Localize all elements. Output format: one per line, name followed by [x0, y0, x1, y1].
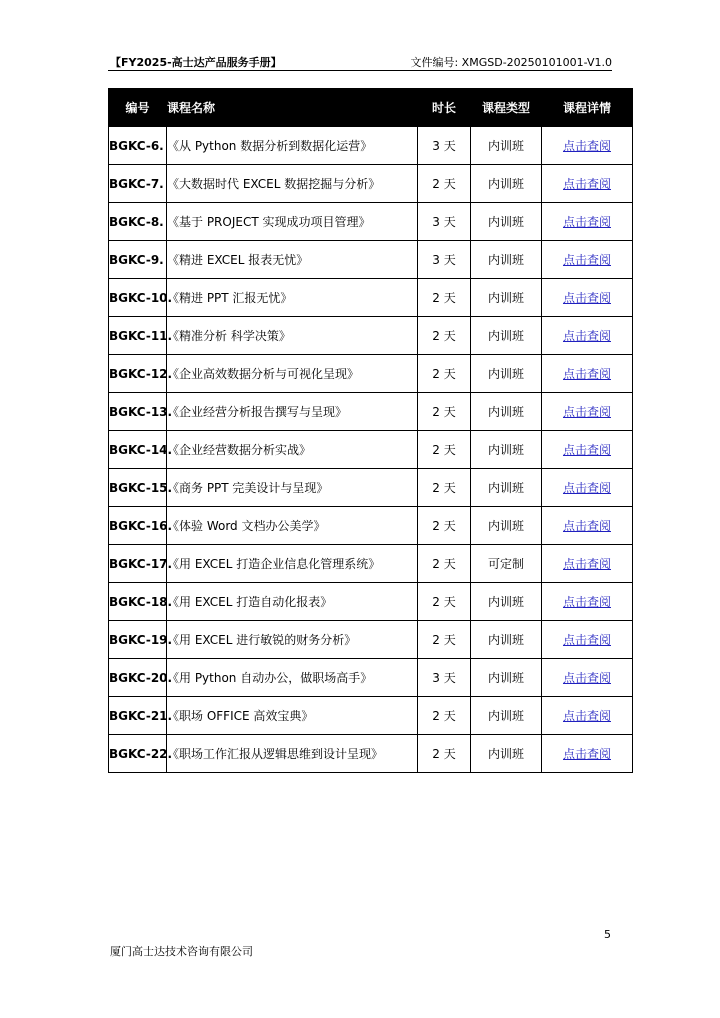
course-type: 内训班	[471, 355, 542, 393]
page-number: 5	[604, 928, 611, 941]
course-details-cell	[542, 165, 633, 203]
column-header-details: 课程详情	[542, 89, 633, 127]
course-id: BGKC-20.	[109, 659, 167, 697]
course-name: 《职场 OFFICE 高效宝典》	[167, 697, 418, 735]
course-type: 内训班	[471, 431, 542, 469]
table-row	[109, 583, 633, 621]
course-details-link[interactable]: 点击查阅	[562, 367, 611, 381]
course-name: 《用 EXCEL 打造企业信息化管理系统》	[167, 545, 418, 583]
course-name: 《企业高效数据分析与可视化呈现》	[167, 355, 418, 393]
course-type: 内训班	[471, 621, 542, 659]
table-row	[109, 697, 633, 735]
course-details-link[interactable]: 点击查阅	[562, 405, 611, 419]
course-type: 内训班	[471, 697, 542, 735]
table-row	[109, 241, 633, 279]
column-header-type: 课程类型	[471, 89, 542, 127]
course-details-link[interactable]: 点击查阅	[562, 747, 611, 761]
course-details-cell	[542, 583, 633, 621]
course-type: 内训班	[471, 317, 542, 355]
course-type: 可定制	[471, 545, 542, 583]
course-details-link[interactable]: 点击查阅	[562, 443, 611, 457]
course-id: BGKC-21.	[109, 697, 167, 735]
column-header-name: 课程名称	[167, 89, 418, 127]
course-duration: 3 天	[418, 241, 471, 279]
course-type: 内训班	[471, 659, 542, 697]
course-type: 内训班	[471, 735, 542, 773]
table-row	[109, 165, 633, 203]
table-row	[109, 659, 633, 697]
table-row	[109, 545, 633, 583]
course-duration: 2 天	[418, 469, 471, 507]
course-duration: 2 天	[418, 431, 471, 469]
course-details-cell	[542, 507, 633, 545]
course-id: BGKC-9.	[109, 241, 167, 279]
document-header-title: 【FY2025-高士达产品服务手册】	[110, 56, 282, 69]
course-duration: 2 天	[418, 355, 471, 393]
course-details-link[interactable]: 点击查阅	[562, 139, 611, 153]
course-details-link[interactable]: 点击查阅	[562, 709, 611, 723]
course-type: 内训班	[471, 203, 542, 241]
course-name: 《体验 Word 文档办公美学》	[167, 507, 418, 545]
course-id: BGKC-13.	[109, 393, 167, 431]
course-details-link[interactable]: 点击查阅	[562, 481, 611, 495]
footer-company-name: 厦门高士达技术咨询有限公司	[110, 945, 253, 958]
course-details-cell	[542, 735, 633, 773]
course-details-link[interactable]: 点击查阅	[562, 519, 611, 533]
course-id: BGKC-14.	[109, 431, 167, 469]
course-id: BGKC-19.	[109, 621, 167, 659]
course-type: 内训班	[471, 507, 542, 545]
course-details-link[interactable]: 点击查阅	[562, 671, 611, 685]
course-id: BGKC-7.	[109, 165, 167, 203]
course-name: 《用 EXCEL 进行敏锐的财务分析》	[167, 621, 418, 659]
table-row	[109, 279, 633, 317]
course-type: 内训班	[471, 165, 542, 203]
course-duration: 2 天	[418, 393, 471, 431]
course-name: 《大数据时代 EXCEL 数据挖掘与分析》	[167, 165, 418, 203]
course-details-link[interactable]: 点击查阅	[562, 253, 611, 267]
course-details-link[interactable]: 点击查阅	[562, 177, 611, 191]
table-header-row	[109, 89, 633, 127]
course-name: 《企业经营分析报告撰写与呈现》	[167, 393, 418, 431]
course-details-cell	[542, 241, 633, 279]
course-type: 内训班	[471, 241, 542, 279]
course-type: 内训班	[471, 583, 542, 621]
course-details-cell	[542, 469, 633, 507]
course-details-cell	[542, 393, 633, 431]
course-name: 《商务 PPT 完美设计与呈现》	[167, 469, 418, 507]
course-details-link[interactable]: 点击查阅	[562, 215, 611, 229]
table-row	[109, 431, 633, 469]
course-duration: 2 天	[418, 735, 471, 773]
course-name: 《精进 PPT 汇报无忧》	[167, 279, 418, 317]
course-id: BGKC-11.	[109, 317, 167, 355]
course-details-link[interactable]: 点击查阅	[562, 633, 611, 647]
course-id: BGKC-6.	[109, 127, 167, 165]
course-type: 内训班	[471, 393, 542, 431]
course-details-cell	[542, 203, 633, 241]
course-details-cell	[542, 545, 633, 583]
course-name: 《企业经营数据分析实战》	[167, 431, 418, 469]
course-details-cell	[542, 355, 633, 393]
table-row	[109, 127, 633, 165]
course-duration: 2 天	[418, 279, 471, 317]
table-row	[109, 393, 633, 431]
course-details-cell	[542, 431, 633, 469]
course-id: BGKC-12.	[109, 355, 167, 393]
course-table	[108, 88, 633, 773]
course-duration: 2 天	[418, 545, 471, 583]
course-name: 《精进 EXCEL 报表无忧》	[167, 241, 418, 279]
course-details-cell	[542, 279, 633, 317]
table-row	[109, 735, 633, 773]
course-details-cell	[542, 621, 633, 659]
course-details-link[interactable]: 点击查阅	[562, 595, 611, 609]
course-name: 《用 Python 自动办公，做职场高手》	[167, 659, 418, 697]
table-row	[109, 507, 633, 545]
course-duration: 3 天	[418, 127, 471, 165]
course-id: BGKC-18.	[109, 583, 167, 621]
course-name: 《职场工作汇报从逻辑思维到设计呈现》	[167, 735, 418, 773]
course-name: 《精准分析 科学决策》	[167, 317, 418, 355]
course-name: 《基于 PROJECT 实现成功项目管理》	[167, 203, 418, 241]
header-divider	[108, 70, 612, 71]
course-name: 《从 Python 数据分析到数据化运营》	[167, 127, 418, 165]
course-duration: 3 天	[418, 203, 471, 241]
course-details-link[interactable]: 点击查阅	[562, 291, 611, 305]
course-id: BGKC-10.	[109, 279, 167, 317]
course-details-link[interactable]: 点击查阅	[562, 557, 611, 571]
course-details-cell	[542, 317, 633, 355]
table-row	[109, 469, 633, 507]
course-type: 内训班	[471, 127, 542, 165]
course-details-link[interactable]: 点击查阅	[562, 329, 611, 343]
course-id: BGKC-16.	[109, 507, 167, 545]
course-id: BGKC-8.	[109, 203, 167, 241]
table-row	[109, 621, 633, 659]
course-details-cell	[542, 659, 633, 697]
course-duration: 2 天	[418, 165, 471, 203]
course-duration: 2 天	[418, 697, 471, 735]
course-details-cell	[542, 127, 633, 165]
course-duration: 3 天	[418, 659, 471, 697]
course-duration: 2 天	[418, 621, 471, 659]
table-row	[109, 355, 633, 393]
course-id: BGKC-15.	[109, 469, 167, 507]
table-row	[109, 317, 633, 355]
document-number: 文件编号: XMGSD-20250101001-V1.0	[410, 56, 612, 69]
course-name: 《用 EXCEL 打造自动化报表》	[167, 583, 418, 621]
course-id: BGKC-17.	[109, 545, 167, 583]
course-duration: 2 天	[418, 317, 471, 355]
course-id: BGKC-22.	[109, 735, 167, 773]
table-row	[109, 203, 633, 241]
course-type: 内训班	[471, 279, 542, 317]
column-header-duration: 时长	[418, 89, 471, 127]
course-type: 内训班	[471, 469, 542, 507]
column-header-id: 编号	[109, 89, 167, 127]
course-duration: 2 天	[418, 507, 471, 545]
course-details-cell	[542, 697, 633, 735]
course-duration: 2 天	[418, 583, 471, 621]
